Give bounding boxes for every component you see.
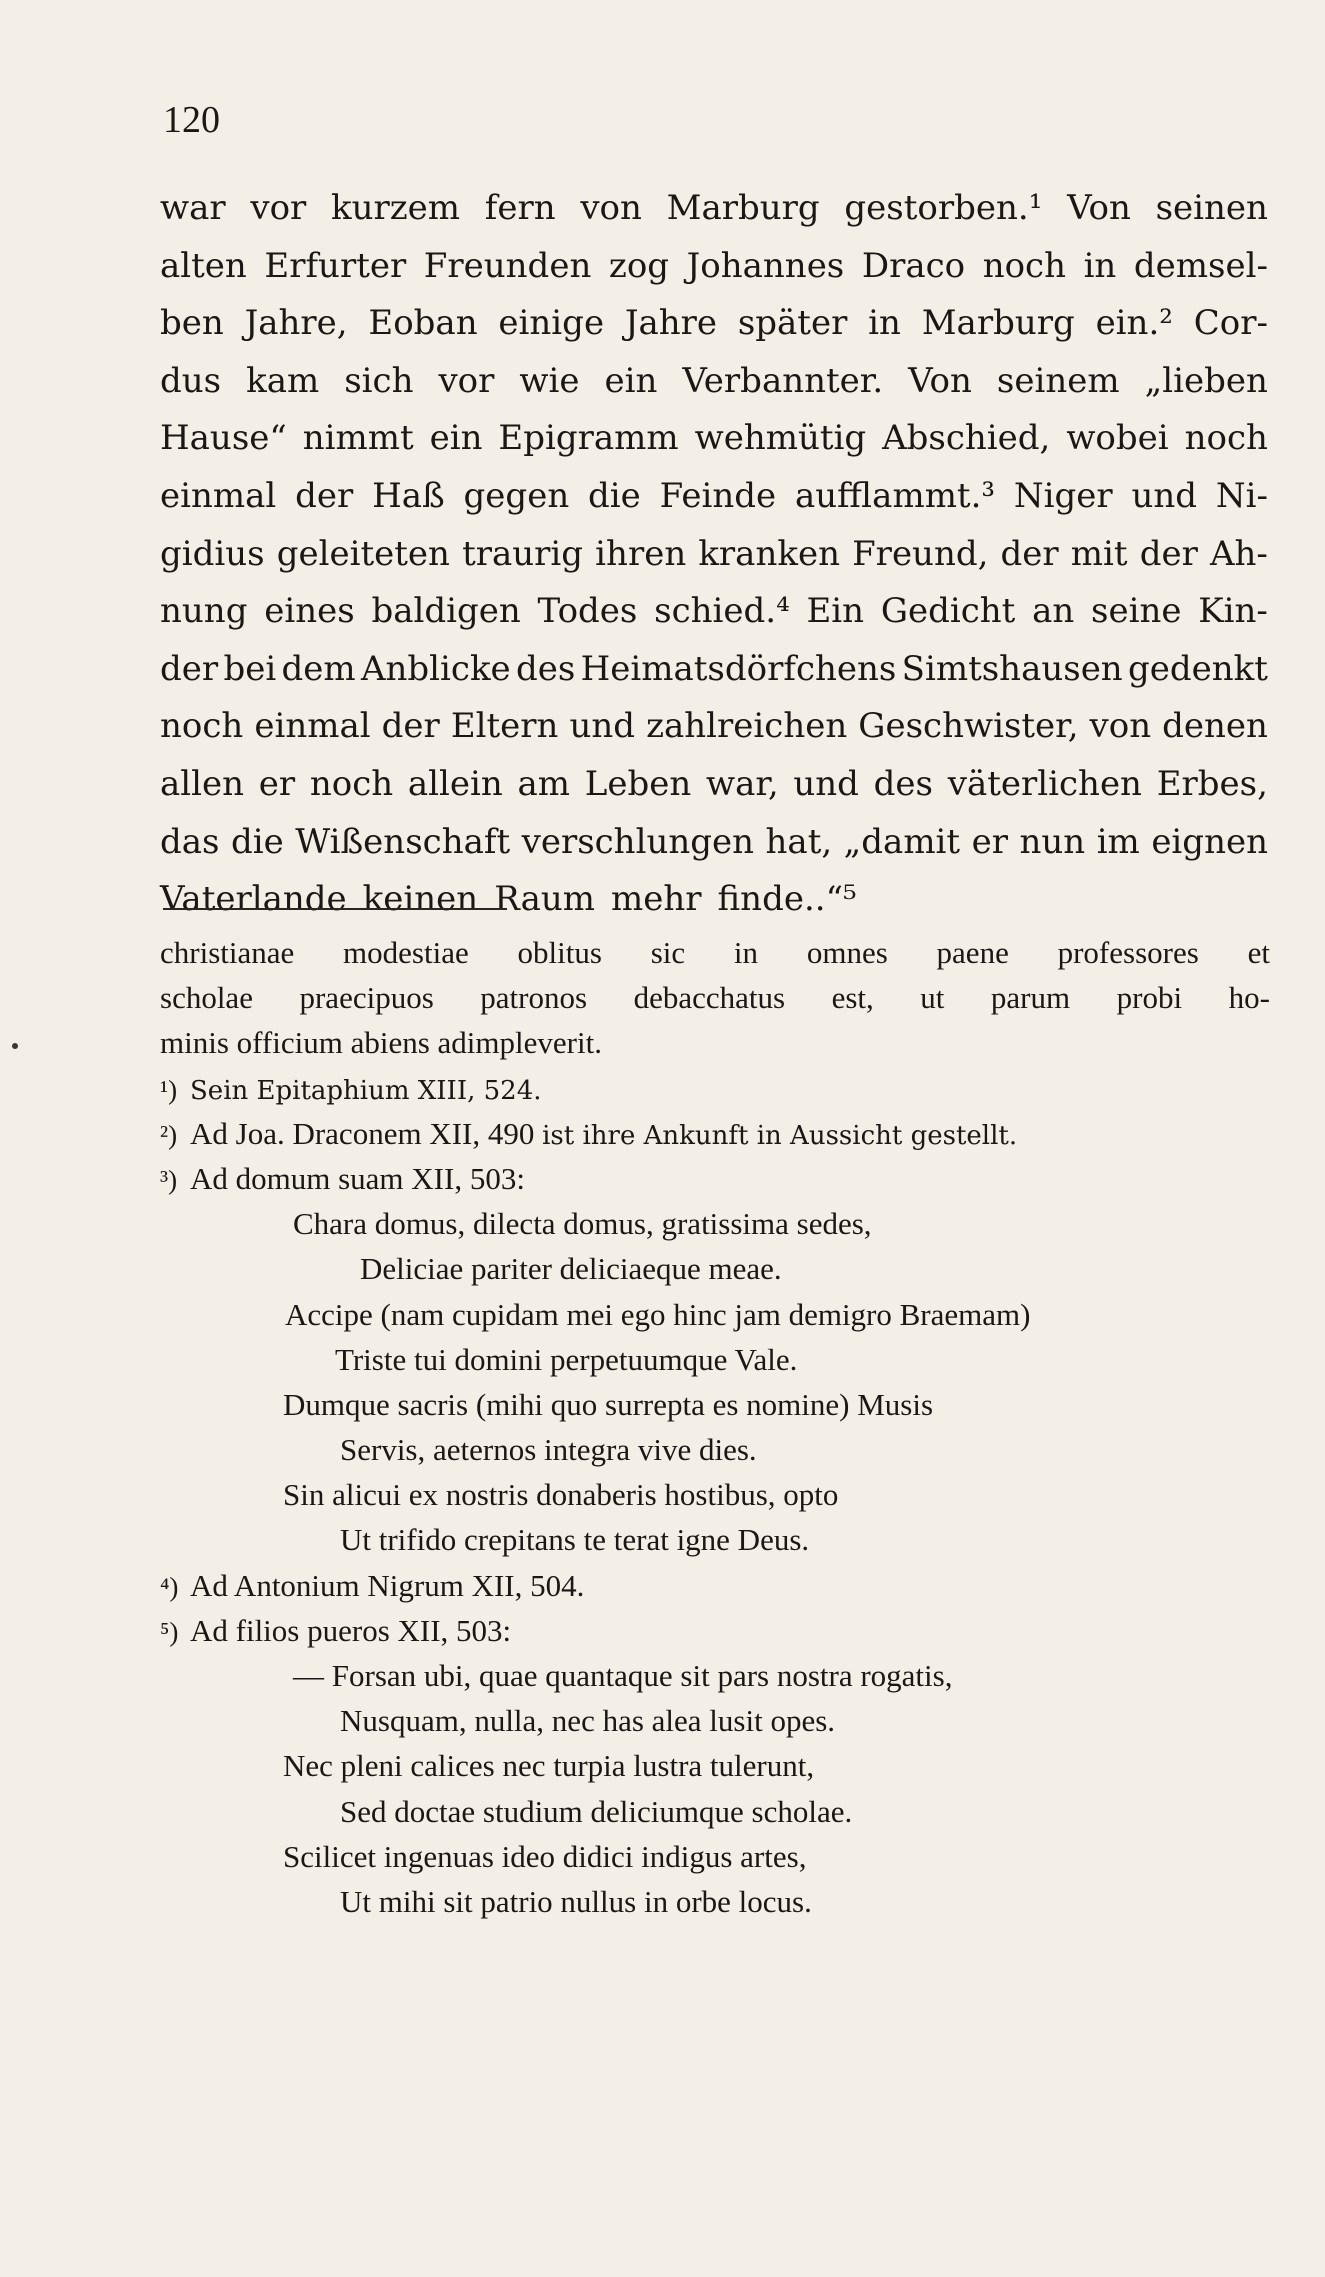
word: Anblicke (360, 648, 511, 689)
word: ut (920, 980, 945, 1016)
verse-line: Deliciae pariter deliciaeque meae. (360, 1251, 782, 1287)
text-line (160, 641, 1268, 699)
word: omnes (806, 935, 888, 970)
word: Heimatsdörfchens (580, 648, 897, 689)
word: „damit (843, 821, 961, 862)
word: mehr (610, 879, 702, 920)
word: vor (438, 360, 495, 401)
word: alten (160, 245, 247, 286)
footnote-text-line (160, 975, 1270, 1020)
word: patronos (480, 980, 588, 1016)
text-line (160, 871, 1268, 929)
word: ihren (595, 533, 687, 574)
word: und (1131, 475, 1198, 516)
word: denen (1162, 706, 1268, 747)
word: Geschwister, (858, 706, 1079, 747)
word: christianae (160, 935, 295, 970)
word: später (737, 303, 848, 344)
word: seinen (1155, 188, 1268, 228)
word: und (569, 706, 636, 747)
word: Johannes (686, 245, 845, 286)
word: der (295, 475, 354, 516)
word: Von (1067, 188, 1131, 228)
word: geleiteten (276, 533, 450, 574)
word: noch (1184, 418, 1268, 459)
verse-line: — Forsan ubi, quae quantaque sit pars nostra rogatis, (293, 1658, 953, 1693)
word: oblitus (517, 935, 602, 970)
word: ein.² (1095, 303, 1173, 344)
word: zog (608, 245, 670, 286)
word: keinen (362, 879, 479, 920)
verse-line: Nusquam, nulla, nec has alea lusit opes. (340, 1703, 836, 1739)
word: ein (429, 418, 483, 459)
word: Feinde (659, 475, 777, 516)
word: der (381, 706, 440, 747)
word: Draco (861, 245, 966, 286)
word: Todes (537, 591, 638, 632)
word: gegen (463, 475, 570, 516)
word: des (873, 763, 934, 804)
word: noch (982, 245, 1066, 286)
word: minis officium abiens adimpleverit. (160, 1025, 602, 1061)
word: kranken (698, 533, 840, 574)
word: der (1000, 533, 1059, 574)
word: ben (160, 303, 224, 344)
word: Marburg (666, 188, 820, 228)
footnote-marker: ¹) (160, 1074, 178, 1105)
footnote-3: ³) Ad domum suam XII, 503: (160, 1156, 1270, 1201)
word: finde..“⁵ (717, 879, 857, 920)
word: eignen (1151, 821, 1268, 862)
word: Ni- (1215, 475, 1268, 516)
word: einmal (254, 706, 371, 747)
word: Eoban (368, 303, 478, 344)
main-text (160, 180, 1268, 929)
word: traurig (462, 533, 584, 574)
word: sic (650, 935, 686, 970)
word: Raum (494, 879, 595, 920)
word: demsel- (1133, 245, 1268, 286)
word: in (733, 935, 759, 970)
word: Jahre, (244, 303, 348, 344)
word: gidius (160, 533, 265, 574)
word: von (1089, 706, 1152, 747)
word: allen (160, 763, 245, 804)
text-line (160, 238, 1268, 296)
footnote-marker: ⁵) (160, 1616, 179, 1647)
footnotes (160, 930, 1270, 1924)
word: Cor- (1193, 303, 1268, 344)
word: einmal (160, 475, 277, 516)
word: von (580, 188, 642, 228)
word: war (160, 188, 226, 228)
word: der (160, 648, 219, 689)
word: seine (1091, 591, 1182, 632)
word: hat, (765, 821, 833, 862)
footnote-4: ⁴) Ad Antonium Nigrum XII, 504. (160, 1563, 1270, 1608)
word: Freund, (852, 533, 989, 574)
word: nung (160, 591, 248, 632)
word: vor (250, 188, 307, 228)
word: gedenkt (1128, 648, 1268, 689)
word: zahlreichen (646, 706, 848, 747)
word: er (971, 821, 1008, 862)
word: in (1083, 245, 1117, 286)
poem-domus (160, 1201, 1270, 1563)
word: ho- (1228, 980, 1270, 1016)
word: Ein (806, 591, 865, 632)
verse-line: Nec pleni calices nec turpia lustra tulerunt, (283, 1748, 815, 1784)
verse-line: Sin alicui ex nostris donaberis hostibus, opto (283, 1477, 839, 1513)
word: paene (936, 935, 1009, 970)
word: einige (498, 303, 605, 344)
verse-line: Triste tui domini perpetuumque Vale. (335, 1341, 798, 1377)
poem-filios (160, 1653, 1270, 1924)
footnote-marker: ³) (160, 1164, 178, 1195)
verse-line: Servis, aeternos integra vive dies. (340, 1432, 757, 1468)
word: Epigramm (498, 418, 679, 459)
word: sich (344, 360, 414, 401)
word: bei (223, 648, 277, 689)
word: dem (281, 648, 356, 689)
verse-line: Chara domus, dilecta domus, gratissima sedes, (293, 1206, 872, 1242)
word: wobei (1066, 418, 1169, 459)
word: et (1247, 935, 1270, 970)
footnote-2: ²) Ad Joa. Draconem XII, 490 ist ihre Ankunft in Aussicht gestellt. (160, 1111, 1270, 1156)
margin-speck (12, 1043, 18, 1049)
word: eines (264, 591, 355, 632)
footnote-5: ⁵) Ad filios pueros XII, 503: (160, 1608, 1270, 1653)
word: im (1096, 821, 1140, 862)
word: Erfurter (264, 245, 407, 286)
word: Haß (372, 475, 445, 516)
word: Ah- (1209, 533, 1268, 574)
text-line (160, 526, 1268, 584)
word: Erbes, (1156, 763, 1268, 804)
word: Simtshausen (901, 648, 1123, 689)
verse-line: Accipe (nam cupidam mei ego hinc jam demigro Braemam) (285, 1296, 1031, 1332)
word: Kin- (1198, 591, 1268, 632)
page-number: 120 (163, 99, 220, 141)
word: noch (160, 706, 244, 747)
footnote-text-line (160, 1020, 1270, 1065)
word: kam (246, 360, 320, 401)
word: des (515, 648, 576, 689)
word: er (258, 763, 296, 804)
footnote-continuation (160, 930, 1270, 1066)
word: und (793, 763, 859, 804)
word: „lieben (1144, 360, 1268, 401)
word: nimmt (302, 418, 414, 459)
text-line (160, 814, 1268, 872)
word: Gedicht (880, 591, 1016, 632)
word: wehmütig (694, 418, 867, 459)
text-line (160, 583, 1268, 641)
word: Hause“ (160, 418, 287, 459)
word: noch (309, 763, 394, 804)
verse-line: Sed doctae studium deliciumque scholae. (340, 1793, 853, 1829)
word: professores (1057, 935, 1199, 970)
word: an (1032, 591, 1075, 632)
text-line (160, 353, 1268, 411)
word: debacchatus (633, 980, 786, 1016)
footnote-text-line (160, 930, 1270, 975)
word: die (230, 821, 284, 862)
word: schied.⁴ (654, 591, 790, 632)
word: Vaterlande (160, 879, 347, 920)
word: Jahre (624, 303, 718, 344)
word: väterlichen (947, 763, 1142, 804)
word: der (1139, 533, 1198, 574)
verse-line: Ut mihi sit patrio nullus in orbe locus. (340, 1883, 812, 1919)
word: die (588, 475, 641, 516)
word: praecipuos (299, 980, 434, 1016)
word: Wißenschaft (295, 821, 511, 862)
word: ein (604, 360, 658, 401)
text-line (160, 295, 1268, 353)
word: mit (1070, 533, 1128, 574)
word: in (868, 303, 901, 344)
word: kurzem (331, 188, 461, 228)
text-line (160, 756, 1268, 814)
word: Eltern (450, 706, 559, 747)
word: baldigen (371, 591, 521, 632)
word: war, (705, 763, 779, 804)
word: probi (1116, 980, 1183, 1016)
text-line (160, 180, 1268, 238)
word: seinem (996, 360, 1120, 401)
verse-line: Ut trifido crepitans te terat igne Deus. (340, 1522, 810, 1558)
word: das (160, 821, 220, 862)
word: Marburg (921, 303, 1075, 344)
word: wie (519, 360, 580, 401)
word: Abschied, (882, 418, 1051, 459)
word: Niger (1013, 475, 1113, 516)
word: modestiae (343, 935, 469, 970)
text-line (160, 468, 1268, 526)
verse-line: Scilicet ingenuas ideo didici indigus artes, (283, 1838, 807, 1874)
word: gestorben.¹ (844, 188, 1043, 228)
word: fern (484, 188, 556, 228)
word: Von (908, 360, 972, 401)
word: scholae (160, 980, 253, 1016)
word: est, (831, 980, 874, 1016)
word: aufflammt.³ (794, 475, 996, 516)
word: Leben (584, 763, 692, 804)
word: Freunden (423, 245, 592, 286)
text-line (160, 410, 1268, 468)
footnote-1: ¹) Sein Epitaphium XIII, 524. (160, 1066, 1270, 1111)
verse-line: Dumque sacris (mihi quo surrepta es nomine) Musis (283, 1386, 934, 1422)
word: verschlungen (521, 821, 755, 862)
footnote-marker: ²) (160, 1119, 178, 1150)
word: nun (1019, 821, 1086, 862)
word: parum (990, 980, 1071, 1016)
word: allein (407, 763, 503, 804)
text-line (160, 698, 1268, 756)
footnote-marker: ⁴) (160, 1571, 179, 1602)
word: am (517, 763, 571, 804)
footnote-separator (163, 908, 507, 910)
word: Verbannter. (682, 360, 884, 401)
word: dus (160, 360, 222, 401)
